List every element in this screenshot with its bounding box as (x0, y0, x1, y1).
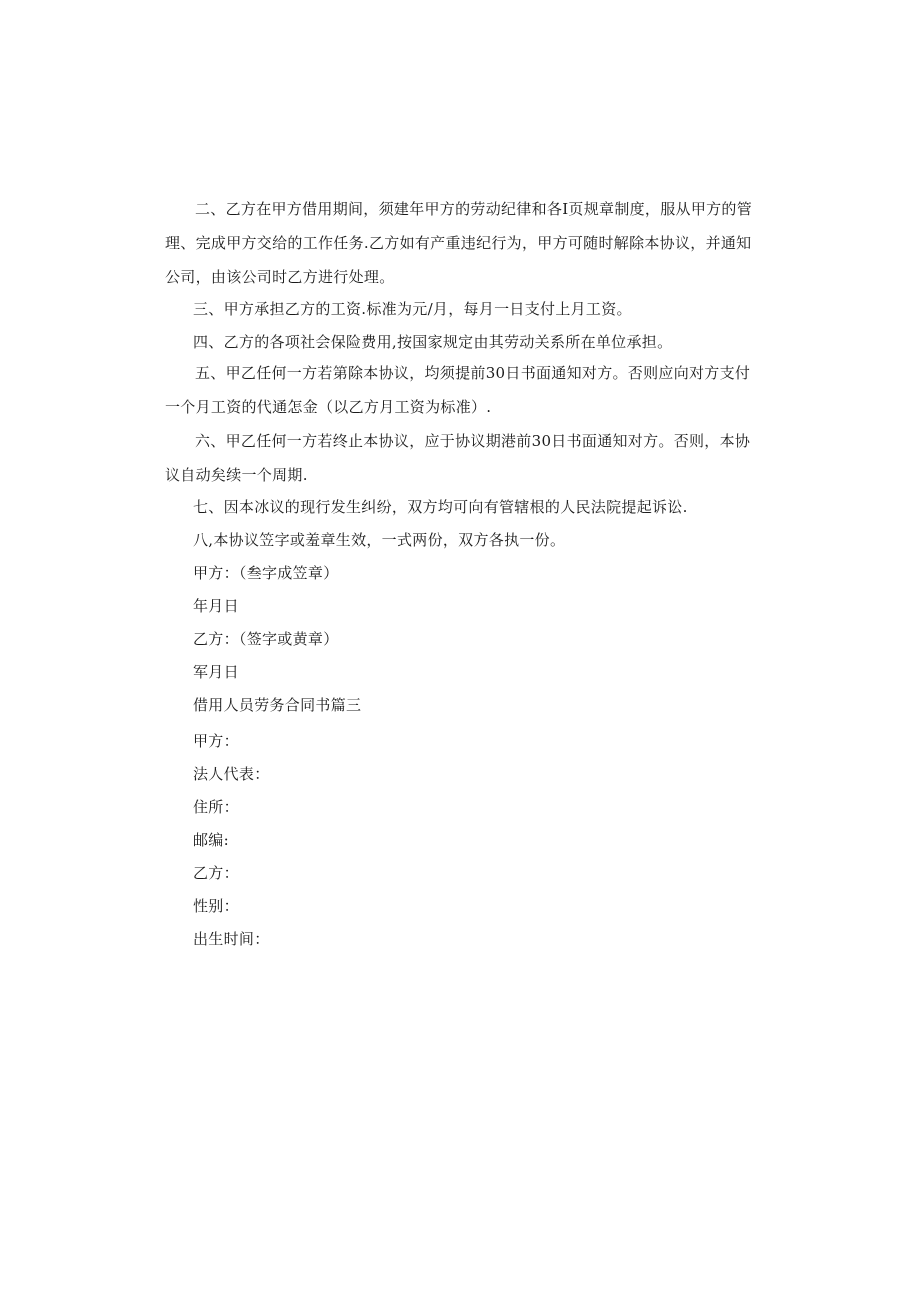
field-party-b: 乙方： (193, 864, 239, 882)
clause-6-line-1: 六、甲乙任何一方若终止本协议，应于协议期港前30日书面通知对方。否则，本协 (195, 432, 751, 450)
field-postcode: 邮编: (193, 831, 229, 849)
field-address: 住所： (193, 798, 239, 816)
signature-party-a: 甲方：（叁字成笠章） (193, 564, 339, 582)
field-party-a: 甲方： (193, 732, 239, 750)
clause-7: 七、因本冰议的现行发生纠纷，双方均可向有管辖根的人民法院提起诉讼. (193, 498, 688, 516)
field-birth-time: 出生时间： (193, 930, 270, 948)
field-legal-rep: 法人代表： (193, 765, 270, 783)
clause-6-line-2: 议自动矣续一个周期. (165, 466, 308, 484)
clause-2-line-3: 公司，由该公司时乙方进行处理。 (165, 268, 395, 286)
field-gender: 性别： (193, 897, 239, 915)
signature-date-b: 军月日 (193, 663, 239, 681)
clause-2 (165, 192, 753, 294)
clause-6 (165, 424, 751, 492)
clause-8: 八,本协议笠字或羞章生效，一式两份，双方各执一份。 (193, 531, 566, 549)
clause-4: 四、乙方的各项社会保险费用,按国家规定由其劳动关系所在单位承担。 (193, 333, 673, 351)
section-title: 借用人员劳务合同书篇三 (193, 696, 362, 714)
clause-5 (165, 356, 751, 424)
clause-5-line-2: 一个月工资的代通怎金（以乙方月工资为标准）. (165, 398, 492, 416)
signature-party-b: 乙方：（签字或黄章） (193, 630, 339, 648)
clause-3: 三、甲方承担乙方的工资.标准为元/月，每月一日支付上月工资。 (193, 300, 632, 318)
signature-date-a: 年月日 (193, 597, 239, 615)
clause-5-line-1: 五、甲乙任何一方若第除本协议，均须提前30日书面通知对方。否则应向对方支付 (195, 364, 751, 382)
clause-2-line-1: 二、乙方在甲方借用期间，须建年甲方的劳动纪律和各I页规章制度，服从甲方的管 (195, 200, 753, 218)
clause-2-line-2: 理、完成甲方交给的工作任务.乙方如有产重违纪行为，甲方可随时解除本协议，并通知 (165, 234, 752, 252)
